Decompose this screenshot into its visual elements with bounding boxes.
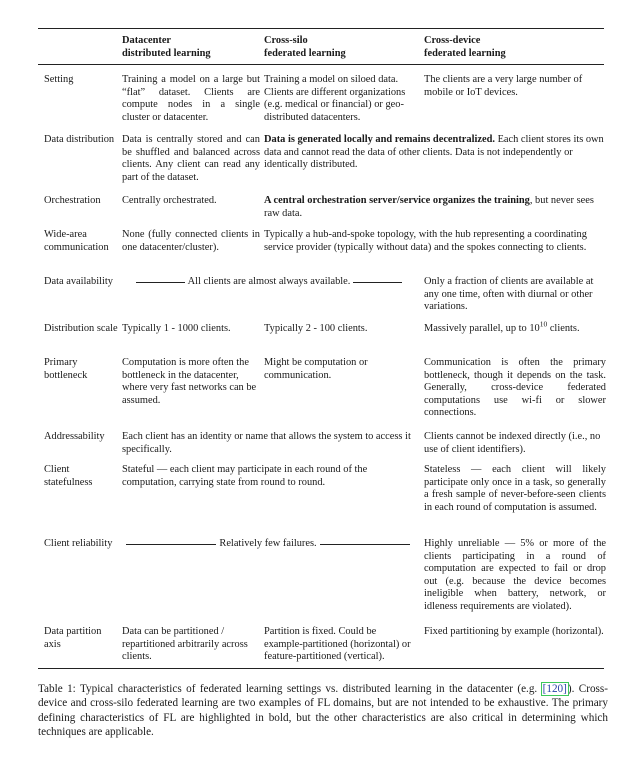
addressability-cross-device: Clients cannot be indexed directly (i.e., no use of client identifiers).	[424, 431, 601, 455]
row-label-data-partition: Data partition axis	[44, 626, 102, 650]
wide-area-federated: Typically a hub-and-spoke topology, with the hub representing a coordinating service provider (typically without data) and the spokes connecting to clients.	[264, 229, 587, 253]
data-partition-datacenter: Data can be partitioned / repartitioned arbitrarily across clients.	[122, 626, 248, 663]
primary-bottleneck-cross-silo: Might be computation or communication.	[264, 357, 368, 381]
data-partition-cross-device: Fixed partitioning by example (horizontal).	[424, 626, 604, 637]
row-label-primary-bottleneck: Primary bottleneck	[44, 357, 88, 381]
client-reliability-datacenter-silo: Relatively few failures.	[219, 538, 317, 549]
span-line-right	[353, 282, 402, 283]
orchestration-bold: A central orchestration server/service organizes the training	[264, 195, 530, 206]
orchestration-datacenter: Centrally orchestrated.	[122, 195, 217, 206]
distribution-scale-exponent: 10	[539, 319, 548, 329]
client-reliability-span	[126, 538, 410, 551]
data-availability-datacenter-silo: All clients are almost always available.	[187, 276, 351, 287]
header-rule	[38, 64, 604, 65]
data-distribution-bold: Data is generated locally and remains decentralized.	[264, 134, 495, 145]
data-availability-span	[136, 276, 402, 289]
header-datacenter-line1: Datacenter	[122, 35, 172, 46]
row-label-wide-area: Wide-area communication	[44, 229, 109, 253]
data-distribution-rest: Each client stores its own data and cannot read the data of other clients. Data is not independently or identically distributed.	[264, 134, 604, 171]
row-label-orchestration: Orchestration	[44, 195, 101, 206]
addressability-datacenter-silo: Each client has an identity or name that allows the system to access it specifically.	[122, 431, 411, 455]
row-label-setting: Setting	[44, 74, 74, 85]
client-statefulness-cross-device: Stateless — each client will likely participate only once in a task, so generally a fresh sample of never-before-seen clients in each round of computation is assumed.	[424, 464, 606, 513]
citation-link[interactable]: [120]	[542, 683, 567, 695]
table-bottom-rule	[38, 668, 604, 669]
row-label-data-availability: Data availability	[44, 276, 113, 287]
setting-cross-silo: Training a model on siloed data. Clients are different organizations (e.g. medical or financial) or geo-distributed datacenters.	[264, 74, 406, 123]
header-cross-silo	[264, 35, 414, 60]
span-line-left	[136, 282, 185, 283]
caption-text-start: Table 1: Typical characteristics of federated learning settings vs. distributed learning in the datacenter (e.g.	[38, 683, 542, 695]
table-caption	[38, 682, 608, 740]
row-label-addressability: Addressability	[44, 431, 105, 442]
header-cross-device-line1: Cross-device	[424, 35, 481, 46]
row-label-client-reliability: Client reliability	[44, 538, 113, 549]
wide-area-datacenter: None (fully connected clients in one datacenter/cluster).	[122, 229, 260, 253]
header-datacenter-line2: distributed learning	[122, 47, 211, 59]
setting-datacenter: Training a model on a large but “flat” dataset. Clients are compute nodes in a single cluster or datacenter.	[122, 74, 260, 123]
row-label-client-statefulness: Client statefulness	[44, 464, 93, 488]
client-statefulness-datacenter-silo: Stateful — each client may participate in each round of the computation, carrying state from round to round.	[122, 464, 368, 488]
distribution-scale-post: clients.	[547, 323, 580, 334]
table-top-rule	[38, 28, 604, 29]
primary-bottleneck-datacenter: Computation is more often the bottleneck in the datacenter, where very fast networks can be assumed.	[122, 357, 257, 406]
distribution-scale-pre: Massively parallel, up to 10	[424, 323, 540, 334]
header-cross-silo-line1: Cross-silo	[264, 35, 308, 46]
span-line-left	[126, 544, 216, 545]
orchestration-federated	[264, 195, 606, 220]
orchestration-rest: , but never sees raw data.	[264, 195, 594, 219]
row-label-data-distribution: Data distribution	[44, 134, 115, 145]
distribution-scale-cross-silo: Typically 2 - 100 clients.	[264, 323, 368, 334]
setting-cross-device: The clients are a very large number of mobile or IoT devices.	[424, 74, 583, 98]
header-datacenter	[122, 35, 260, 60]
span-line-right	[320, 544, 410, 545]
data-distribution-federated	[264, 134, 606, 172]
data-partition-cross-silo: Partition is fixed. Could be example-partitioned (horizontal) or feature-partitioned (vertical).	[264, 626, 411, 663]
header-cross-silo-line2: federated learning	[264, 47, 346, 59]
header-cross-device	[424, 35, 606, 60]
primary-bottleneck-cross-device: Communication is often the primary bottleneck, though it depends on the task. Generally, cross-device federated computations use wi-fi or slower connections.	[424, 357, 606, 419]
header-cross-device-line2: federated learning	[424, 47, 506, 59]
data-availability-cross-device: Only a fraction of clients are available at any one time, often with diurnal or other variations.	[424, 276, 594, 313]
data-distribution-datacenter: Data is centrally stored and can be shuffled and balanced across clients. Any client can read any part of the dataset.	[122, 134, 260, 183]
caption-text-end: ). Cross-device and cross-silo federated learning are two examples of FL domains, but are not intended to be exhaustive. The primary defining characteristics of FL are highlighted in bold, but the other characteristics are also critical in determining which techniques are applicable.	[38, 683, 608, 739]
row-label-distribution-scale: Distribution scale	[44, 323, 118, 334]
distribution-scale-cross-device	[424, 319, 606, 336]
distribution-scale-datacenter: Typically 1 - 1000 clients.	[122, 323, 231, 334]
client-reliability-cross-device: Highly unreliable — 5% or more of the clients participating in a round of computation are expected to fail or drop out (e.g. because the device becomes ineligible when battery, network, or idleness requirements are violated).	[424, 538, 606, 612]
